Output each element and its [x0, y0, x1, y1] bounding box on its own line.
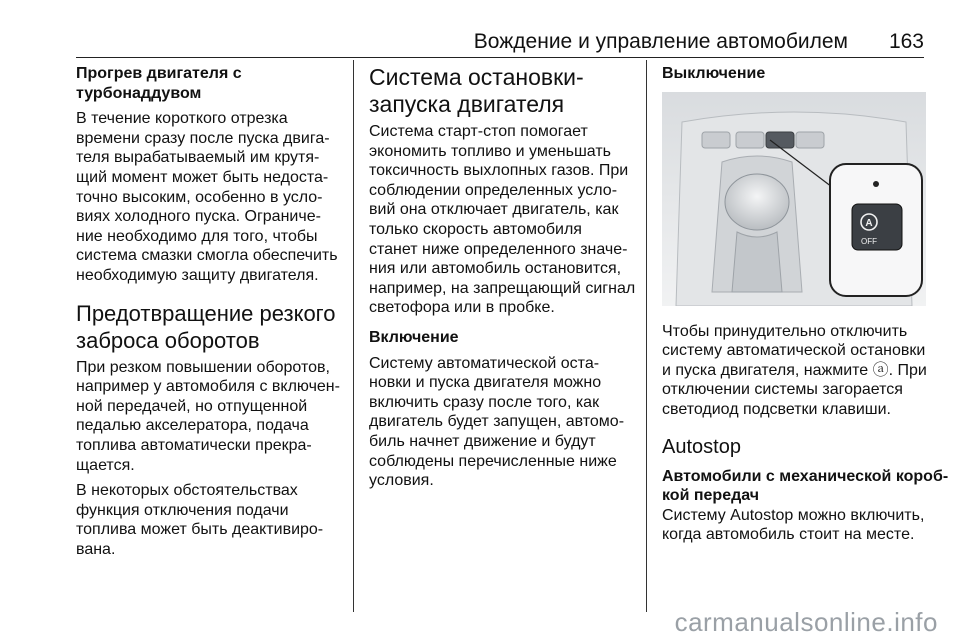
column-2: [369, 64, 636, 491]
center-console-image: [662, 92, 926, 306]
paragraph-autostop: Систему Autostop можно включить, когда автомобиль стоит на месте.: [662, 506, 925, 544]
paragraph-turbo-warmup: В течение короткого отрезка времени сразу после пуска двига- теля вырабатываемый им крутя- щий момент может быть недоста- точно высоким, особенно в усло- виях холодного пуска. Ограниче- ние необходимо для того, чтобы система смазки смогла обеспечить необходимую защиту двигателя.: [76, 110, 338, 284]
column-3: [662, 64, 949, 545]
section-heading-activation: Включение: [369, 328, 459, 346]
chapter-title: Вождение и управление автомобилем: [473, 30, 848, 53]
section-heading-autostop: Autostop: [662, 435, 741, 458]
console-button-illustration: [662, 92, 926, 306]
page-header: [0, 0, 960, 60]
column-1: [76, 64, 348, 559]
paragraph-stop-start: Система старт-стоп помогает экономить топливо и уменьшать токсичность выхлопных газов. При соблюдении определенных усло- вий она отключает двигатель, как только скорость автомобиля станет ниже определенного значе- ния или автомобиль остановится, например, на запрещающий сигнал светофора или в пробке.: [369, 123, 636, 317]
section-heading-deactivation: Выключение: [662, 65, 766, 82]
column-divider-2: [646, 60, 647, 612]
page-number: 163: [888, 30, 924, 53]
paragraph-deactivation: Чтобы принудительно отключить систему автоматической остановки и пуска двигателя, нажмите ⓐ. При отключении системы загорается светодиод подсветки клавиши.: [662, 322, 927, 418]
subheading-manual-gearbox: Автомобили с механической короб- кой передач: [662, 467, 949, 505]
paragraph-overrev: При резком повышении оборотов, например у автомобиля с включен- ной передачей, но отпущенной педалью акселератора, подача топлива автоматически прекра- щается.: [76, 358, 340, 474]
section-heading-overrev: Предотвращение резкого заброса оборотов: [76, 300, 336, 353]
paragraph-fuel-cutoff: В некоторых обстоятельствах функция отключения подачи топлива может быть деактивиро- вана.: [76, 482, 324, 558]
off-label: OFF: [861, 236, 877, 246]
watermark-text: carmanualsonline.info: [674, 607, 938, 637]
svg-text:A: A: [865, 217, 873, 229]
column-divider-1: [353, 60, 354, 612]
section-heading-stop-start: Система остановки- запуска двигателя: [369, 64, 584, 117]
section-heading-turbo-warmup: Прогрев двигателя с турбонаддувом: [76, 65, 242, 102]
header-rule: [76, 57, 924, 58]
paragraph-activation: Систему автоматической оста- новки и пуска двигателя можно включить сразу после того, как двигатель будет запущен, автомо- биль начнет движение и будут соблюдены перечисленные ниже условия.: [369, 354, 625, 490]
